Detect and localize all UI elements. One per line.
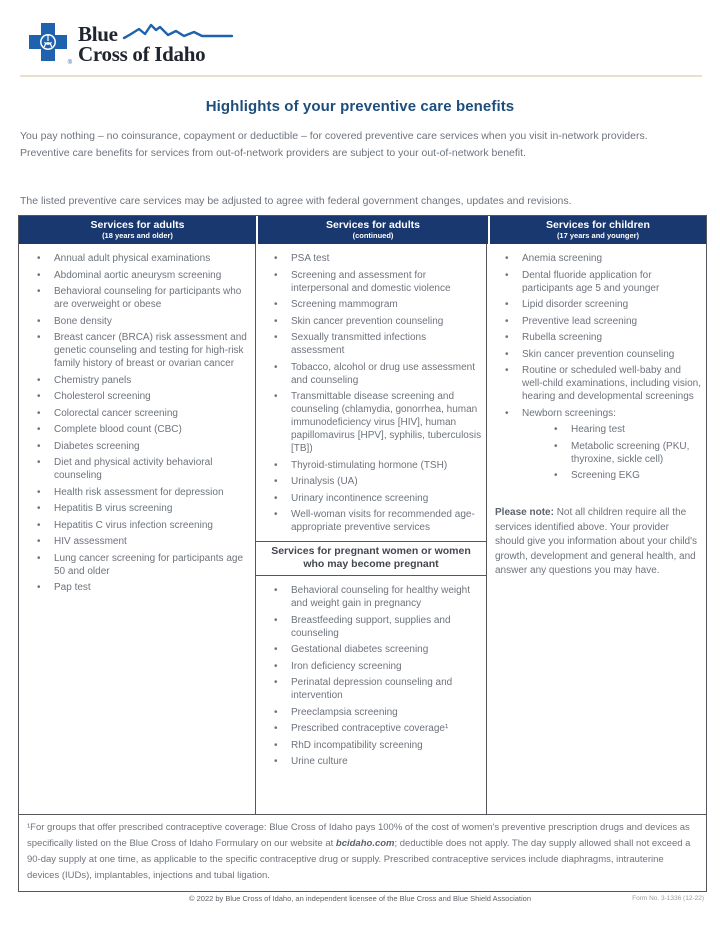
column-adults xyxy=(19,244,256,814)
list-item: • Hearing test xyxy=(546,423,702,436)
list-item: • Routine or scheduled well-baby and well-child examinations, including vision, hearing and developmental screenings xyxy=(493,364,702,403)
page-footer xyxy=(0,894,720,914)
children-service-list xyxy=(493,252,702,482)
list-item: • Behavioral counseling for healthy weight and weight gain in pregnancy xyxy=(262,584,482,610)
column-children xyxy=(487,244,706,814)
copyright-text: © 2022 by Blue Cross of Idaho, an independent licensee of the Blue Cross and Blue Shield Association xyxy=(189,894,531,903)
list-item: • Screening EKG xyxy=(546,469,702,482)
list-item: • Preeclampsia screening xyxy=(262,706,482,719)
list-item: • Thyroid-stimulating hormone (TSH) xyxy=(262,459,482,472)
header-divider xyxy=(20,75,702,77)
contraceptive-footnote: ¹For groups that offer prescribed contraceptive coverage: Blue Cross of Idaho pays 100% of the cost of women's preventive prescription drugs and devices as specifically listed on the Blue Cross of Idaho Formulary on our website at bcidaho.com; deductible does not apply. The day supply allowed shall not exceed a 90-day supply at one time, as applicable to the specific contraceptive drug or supply. Prescribed contraceptive services include diaphragms, intrauterine devices (IUDs), implantables, injections and tubal ligation. xyxy=(19,814,706,891)
adults-service-list xyxy=(25,252,251,594)
list-item: • Annual adult physical examinations xyxy=(25,252,251,265)
list-item: • Sexually transmitted infections assessment xyxy=(262,331,482,357)
list-item: • PSA test xyxy=(262,252,482,265)
column-adults-continued xyxy=(256,244,487,814)
list-item: • Screening and assessment for interpersonal and domestic violence xyxy=(262,269,482,295)
sub-list xyxy=(522,423,702,482)
list-item: • Newborn screenings: • Hearing test • Metabolic screening (PKU, thyroxine, sickle cell) • Screening EKG xyxy=(493,407,702,483)
list-item: • Colorectal cancer screening xyxy=(25,407,251,420)
table-header-adults-continued: Services for adults (continued) xyxy=(258,216,488,244)
list-item: • Breast cancer (BRCA) risk assessment and genetic counseling and testing for high-risk family history of breast or ovarian cancer xyxy=(25,331,251,370)
list-item: • Preventive lead screening xyxy=(493,315,702,328)
table-header-row xyxy=(19,216,706,244)
list-item: • Skin cancer prevention counseling xyxy=(262,315,482,328)
form-number: Form No. 3-1336 (12-22) xyxy=(632,895,704,902)
list-item: • RhD incompatibility screening xyxy=(262,739,482,752)
bcidaho-link: bcidaho.com xyxy=(335,838,395,849)
list-item: • Screening mammogram xyxy=(262,298,482,311)
list-item: • Lung cancer screening for participants age 50 and older xyxy=(25,552,251,578)
intro-paragraph-2: The listed preventive care services may be adjusted to agree with federal government changes, updates and revisions. xyxy=(20,195,572,207)
list-item: • Metabolic screening (PKU, thyroxine, sickle cell) xyxy=(546,440,702,466)
adults-continued-service-list xyxy=(262,252,482,534)
list-item: • Abdominal aortic aneurysm screening xyxy=(25,269,251,282)
page-title: Highlights of your preventive care benefits xyxy=(205,98,515,115)
list-item: • Hepatitis C virus infection screening xyxy=(25,519,251,532)
list-item: • Gestational diabetes screening xyxy=(262,643,482,656)
blue-cross-logo-icon xyxy=(28,22,70,66)
list-item: • Cholesterol screening xyxy=(25,390,251,403)
list-item: • Tobacco, alcohol or drug use assessment and counseling xyxy=(262,361,482,387)
list-item: • Behavioral counseling for participants who are overweight or obese xyxy=(25,285,251,311)
list-item: • Prescribed contraceptive coverage¹ xyxy=(262,722,482,735)
list-item: • Transmittable disease screening and counseling (chlamydia, gonorrhea, human immunodeficiency virus [HIV], human papillomavirus [HPV], syphilis, tuberculosis [TB]) xyxy=(262,390,482,455)
registered-mark: ® xyxy=(67,60,72,66)
list-item: • Health risk assessment for depression xyxy=(25,486,251,499)
brand-logo xyxy=(28,22,234,66)
list-item: • Rubella screening xyxy=(493,331,702,344)
list-item: • Anemia screening xyxy=(493,252,702,265)
note-label: Please note: xyxy=(495,507,554,518)
list-item: • Diabetes screening xyxy=(25,440,251,453)
list-item: • Iron deficiency screening xyxy=(262,660,482,673)
list-item: • Pap test xyxy=(25,581,251,594)
list-item: • Hepatitis B virus screening xyxy=(25,502,251,515)
mountains-icon xyxy=(122,22,234,42)
pregnant-women-subsection-title: Services for pregnant women or women who may become pregnant xyxy=(256,541,486,576)
list-item: • Dental fluoride application for participants age 5 and younger xyxy=(493,269,702,295)
table-header-adults: Services for adults (18 years and older) xyxy=(19,216,256,244)
intro-paragraph-1: You pay nothing – no coinsurance, copayment or deductible – for covered preventive care services when you visit in-network providers. Preventive care benefits for services from out-of-network providers are subject to your out-of-network benefit. xyxy=(20,130,648,159)
list-item: • Complete blood count (CBC) xyxy=(25,423,251,436)
list-item: • Bone density xyxy=(25,315,251,328)
list-item: • Perinatal depression counseling and intervention xyxy=(262,676,482,702)
list-item: • Skin cancer prevention counseling xyxy=(493,348,702,361)
logo-text xyxy=(78,22,234,64)
pregnant-women-service-list xyxy=(262,584,482,768)
list-item: • Chemistry panels xyxy=(25,374,251,387)
list-item: • Urinalysis (UA) xyxy=(262,475,482,488)
list-item: • Breastfeeding support, supplies and counseling xyxy=(262,614,482,640)
logo-word-blue: Blue xyxy=(78,22,118,46)
note-text: Not all children require all the services identified above. Your provider should give you information about your child's growth, development and general health, and answer any questions you may have. xyxy=(495,507,698,576)
list-item: • Urine culture xyxy=(262,755,482,768)
benefits-table xyxy=(18,215,707,892)
logo-word-cross-of-idaho: Cross of Idaho xyxy=(78,42,206,66)
list-item: • Urinary incontinence screening xyxy=(262,492,482,505)
children-note xyxy=(495,506,700,579)
table-body xyxy=(19,244,706,814)
list-item: • Diet and physical activity behavioral counseling xyxy=(25,456,251,482)
list-item: • HIV assessment xyxy=(25,535,251,548)
list-item: • Well-woman visits for recommended age-appropriate preventive services xyxy=(262,508,482,534)
table-header-children: Services for children (17 years and younger) xyxy=(490,216,706,244)
list-item: • Lipid disorder screening xyxy=(493,298,702,311)
